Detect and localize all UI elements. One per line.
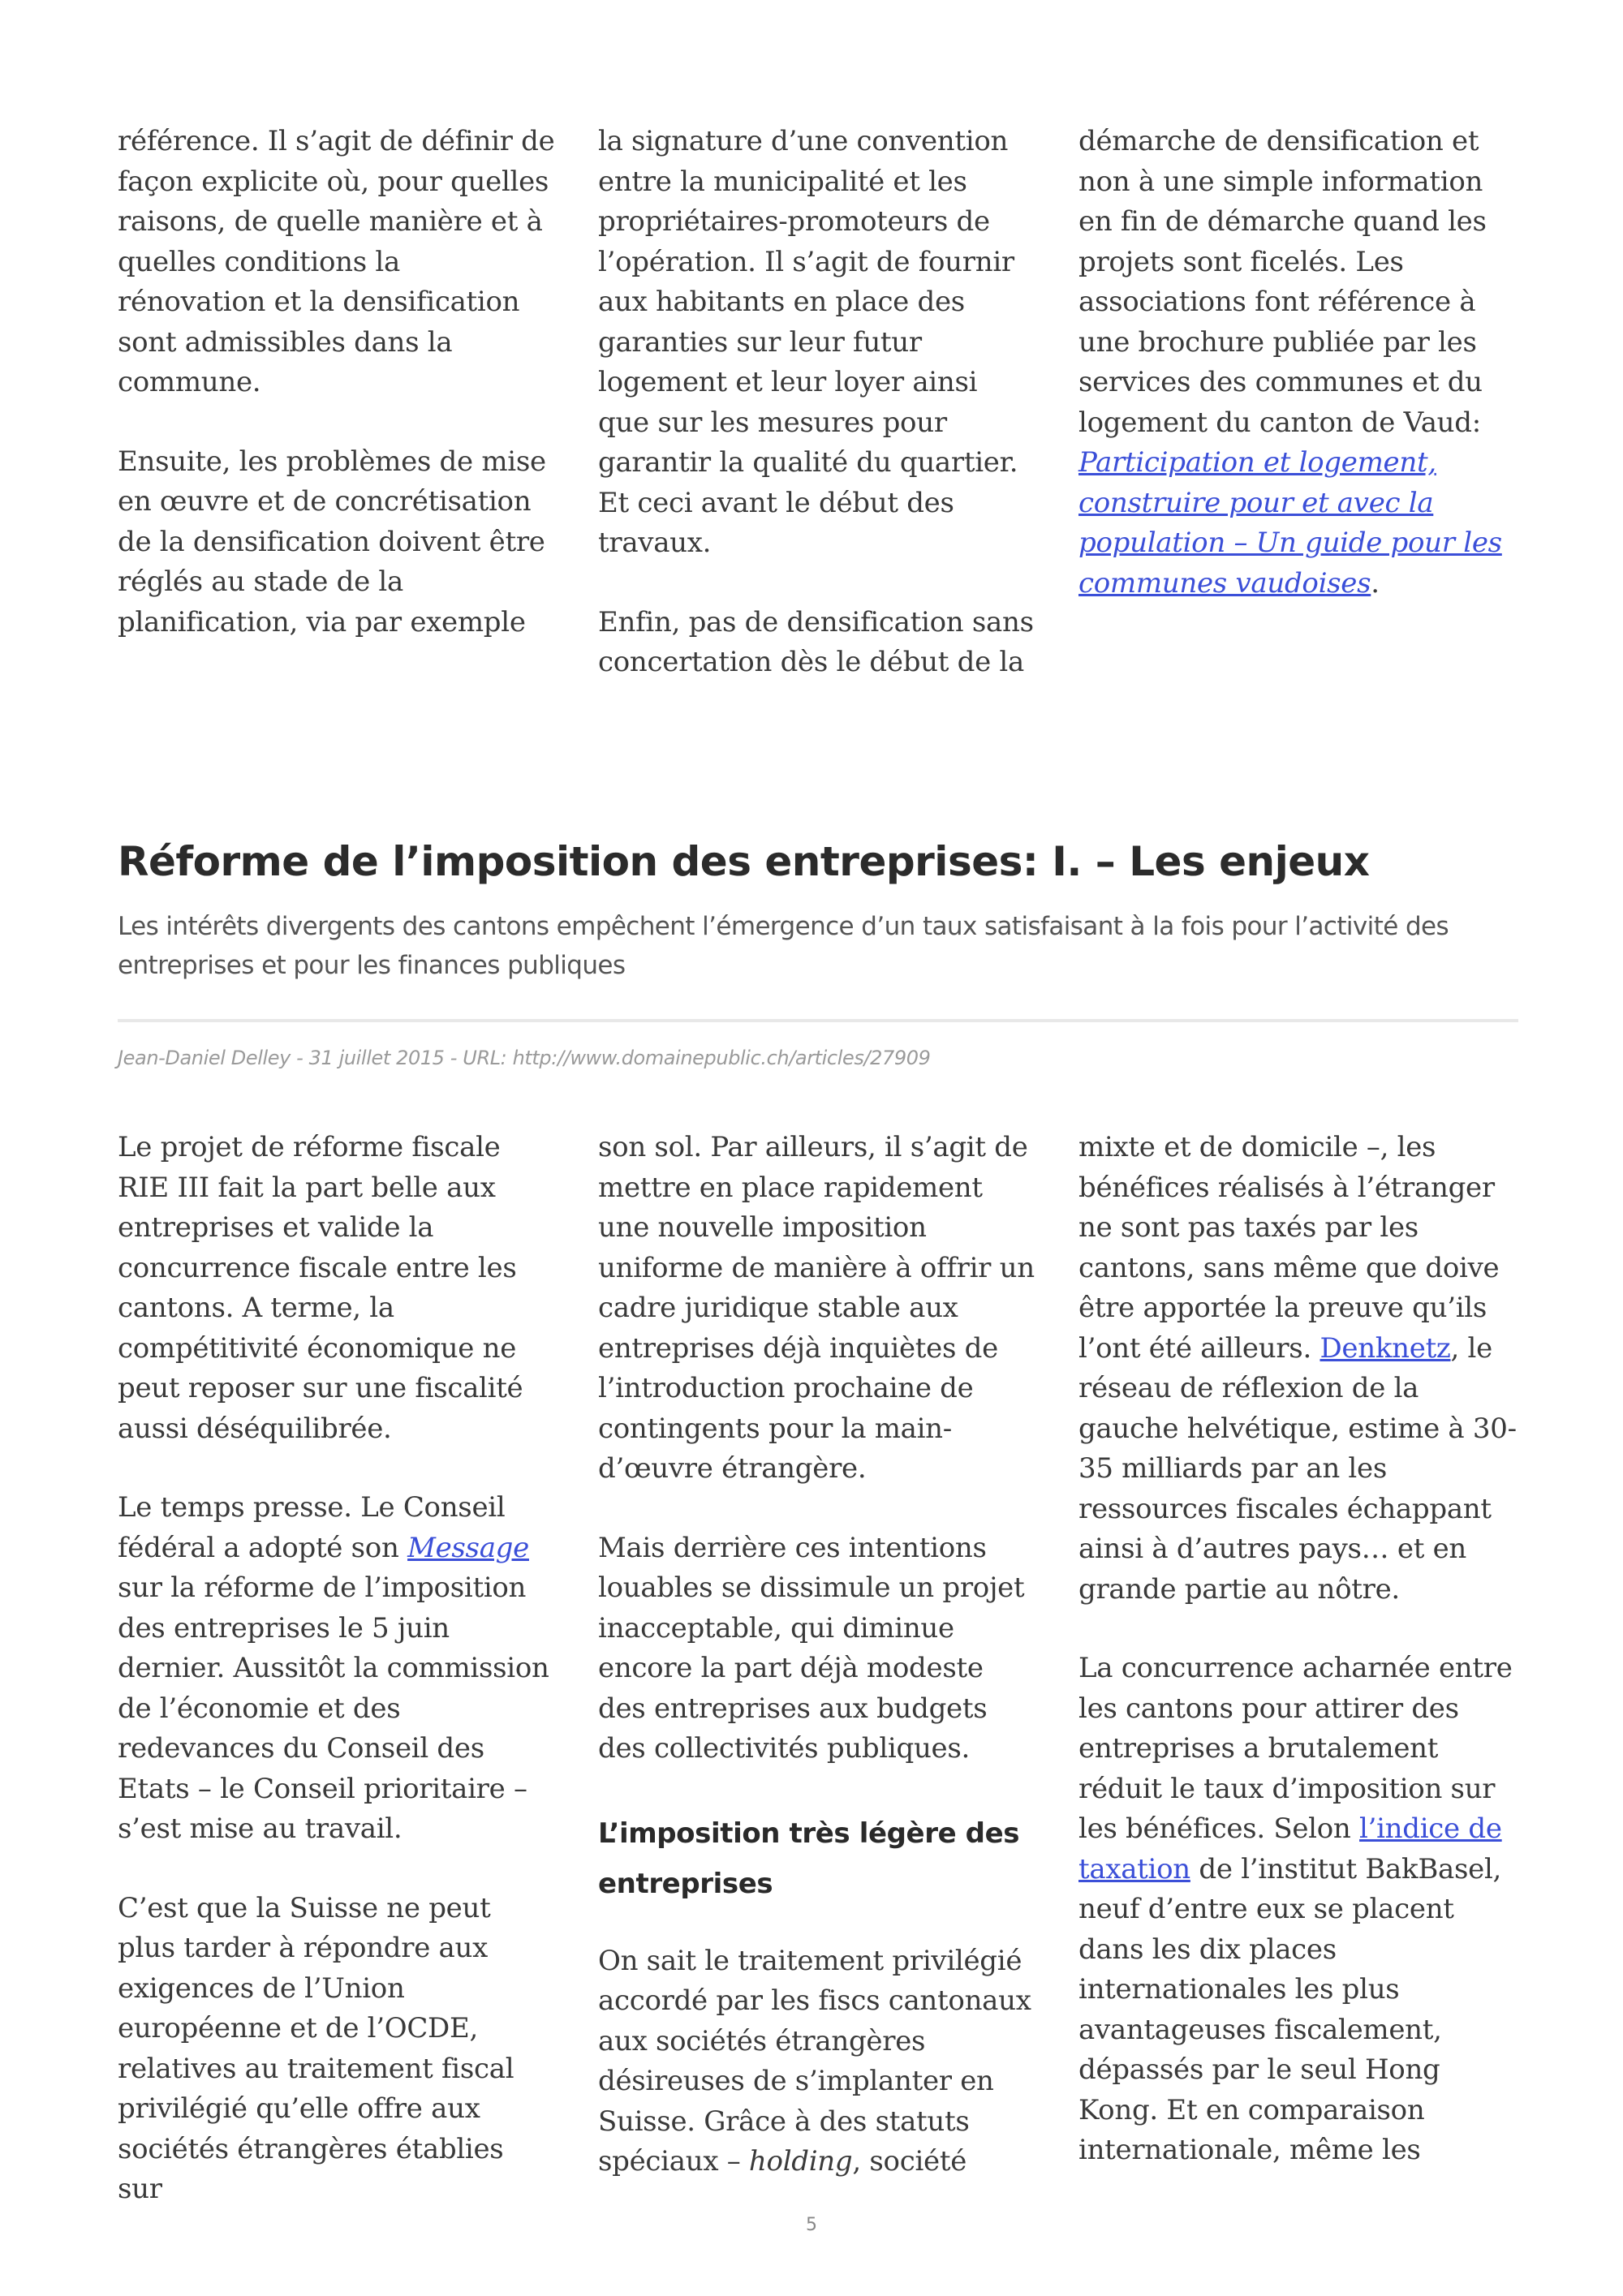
text: , société [852, 2145, 967, 2178]
previous-article-continuation [118, 122, 1518, 683]
column-3 [1078, 122, 1517, 683]
paragraph: son sol. Par ailleurs, il s’agit de mettre en place rapidement une nouvelle imposition uniforme de manière à offrir un cadre juridique stable aux entreprises déjà inquiètes de l’introduction prochaine de contingents pour la main-d’œuvre étrangère. [598, 1131, 1035, 1485]
column-1 [118, 122, 556, 683]
text: , le réseau de réflexion de la gauche helvétique, estime à 30-35 milliards par an les ressources fiscales échappant ainsi à d’autres pays… et en grande partie au nôtre. [1078, 1331, 1517, 1606]
paragraph: Mais derrière ces intentions louables se dissimule un projet inacceptable, qui diminue encore la part déjà modeste des entreprises aux budgets des collectivités publiques. [598, 1531, 1025, 1765]
section-subheading: L’imposition très légère des entreprises [598, 1817, 1020, 1900]
text: Le temps presse. Le Conseil fédéral a adopté son [118, 1491, 506, 1564]
divider [118, 1019, 1518, 1022]
text: sur la réforme de l’imposition des entreprises le 5 juin dernier. Aussitôt la commission de l’économie et des redevances du Conseil des Etats – le Conseil prioritaire – s’est mise au travail. [118, 1572, 549, 1845]
column-2 [598, 122, 1036, 683]
paragraph: référence. Il s’agit de définir de façon explicite où, pour quelles raisons, de quelle manière et à quelles conditions la rénovation et la densification sont admissibles dans la commune. [118, 125, 555, 398]
column-3 [1078, 1128, 1517, 2210]
page-number: 5 [806, 2215, 817, 2235]
paragraph [1078, 1649, 1517, 2171]
paragraph: Ensuite, les problèmes de mise en œuvre et de concrétisation de la densification doivent être réglés au stade de la planification, via par exemple [118, 445, 546, 638]
text: mixte et de domicile –, les bénéfices réalisés à l’étranger ne sont pas taxés par les cantons, sans même que doive être apportée la preuve qu’ils l’ont été ailleurs. [1078, 1131, 1500, 1365]
column-1 [118, 1128, 556, 2210]
article-subtitle: Les intérêts divergents des cantons empêchent l’émergence d’un taux satisfaisant à la fois pour l’activité des entreprises et pour les finances publiques [118, 912, 1449, 980]
paragraph: C’est que la Suisse ne peut plus tarder à répondre aux exigences de l’Union européenne et de l’OCDE, relatives au traitement fiscal privilégié qu’elle offre aux sociétés étrangères établies sur [118, 1891, 514, 2205]
text: La concurrence acharnée entre les cantons pour attirer des entreprises a brutalement réduit le taux d’imposition sur les bénéfices. Selon [1078, 1652, 1513, 1845]
brochure-link[interactable]: Participation et logement, construire pour et avec la population – Un guide pour les communes vaudoises [1078, 446, 1502, 600]
paragraph [598, 1941, 1036, 2182]
paragraph [1078, 122, 1517, 604]
paragraph: la signature d’une convention entre la municipalité et les propriétaires-promoteurs de l’opération. Il s’agit de fournir aux habitants en place des garanties sur leur futur logement et leur loyer ainsi que sur les mesures pour garantir la qualité du quartier. Et ceci avant le début des travaux. [598, 125, 1018, 559]
denknetz-link[interactable]: Denknetz [1319, 1331, 1451, 1365]
paragraph [1078, 1128, 1517, 1610]
message-link[interactable]: Message [407, 1531, 529, 1564]
taxation-index-link[interactable]: l’indice de taxation [1078, 1812, 1502, 1885]
paragraph: Enfin, pas de densification sans concertation dès le début de la [598, 605, 1034, 678]
text: de l’institut BakBasel, neuf d’entre eux se placent dans les dix places internationales les plus avantageuses fiscalement, dépassés par le seul Hong Kong. Et en comparaison internationale, même les [1078, 1852, 1502, 2166]
paragraph-text: démarche de densification et non à une simple information en fin de démarche quand les projets sont ficelés. Les associations font référence à une brochure publiée par les services des communes et du logement du canton de Vaud: [1078, 125, 1487, 439]
text: On sait le traitement privilégié accordé par les fiscs cantonaux aux sociétés étrangères désireuses de s’implanter en Suisse. Grâce à des statuts spéciaux – [598, 1944, 1031, 2178]
paragraph-end: . [1371, 566, 1380, 600]
article-byline: Jean-Daniel Delley - 31 juillet 2015 - URL: http://www.domainepublic.ch/articles/27909 [118, 1047, 931, 1069]
article-title: Réforme de l’imposition des entreprises: I. – Les enjeux [118, 838, 1370, 885]
paragraph [118, 1488, 556, 1850]
column-2 [598, 1128, 1036, 2210]
article-body [118, 1128, 1518, 2210]
paragraph: Le projet de réforme fiscale RIE III fait la part belle aux entreprises et valide la concurrence fiscale entre les cantons. A terme, la compétitivité économique ne peut reposer sur une fiscalité aussi déséquilibrée. [118, 1131, 523, 1445]
emphasis: holding [748, 2145, 853, 2178]
